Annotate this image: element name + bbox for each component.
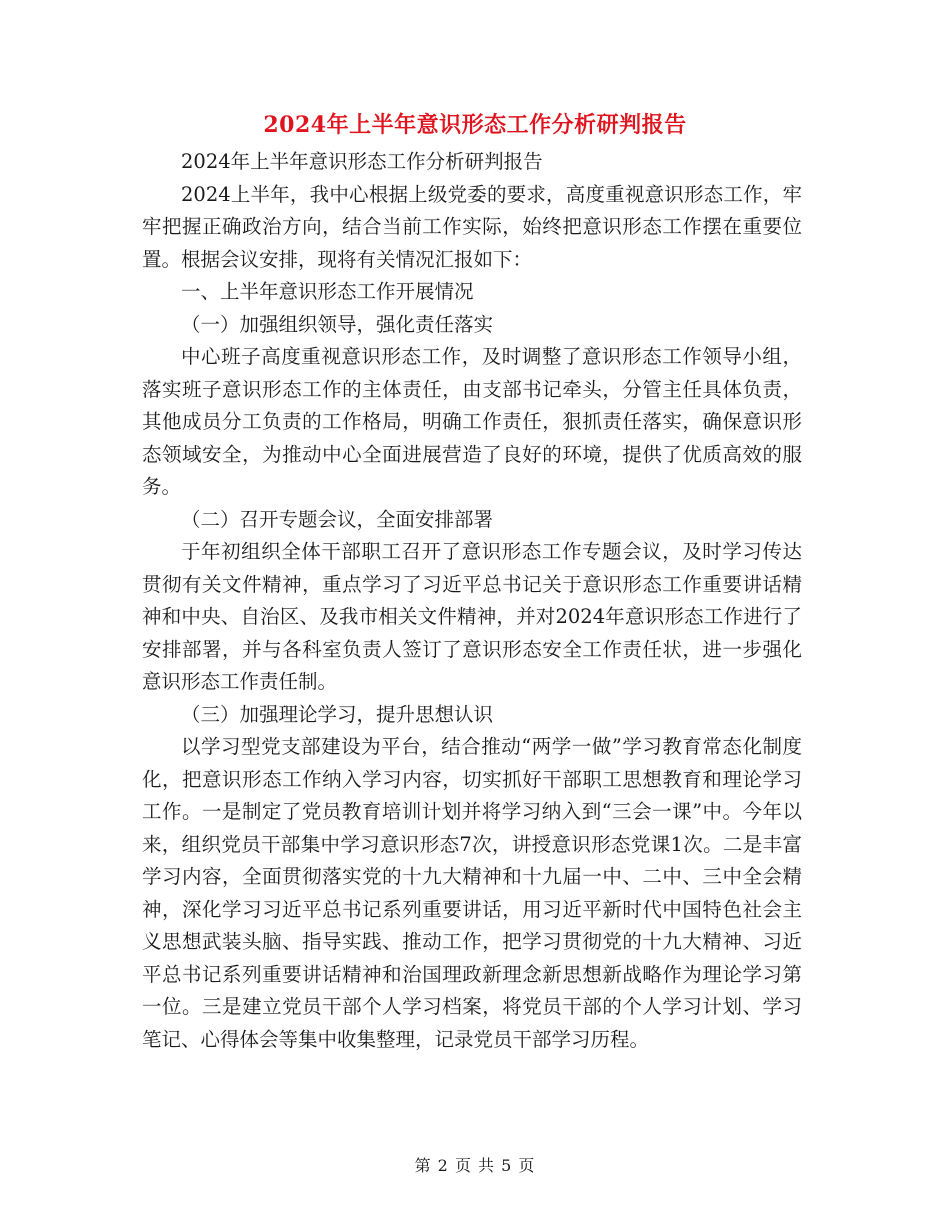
body-paragraph-2: 于年初组织全体干部职工召开了意识形态工作专题会议，及时学习传达贯彻有关文件精神，重点学习了习近平总书记关于意识形态工作重要讲话精神和中央、自治区、及我市相关文件精神，并对2024年意识形态工作进行了安排部署，并与各科室负责人签订了意识形态安全工作责任状，进一步强化意识形态工作责任制。 <box>142 540 802 693</box>
subsection-heading-1: （一）加强组织领导，强化责任落实 <box>181 312 494 336</box>
section-heading: 一、上半年意识形态工作开展情况 <box>181 280 474 303</box>
document-body <box>142 146 802 1056</box>
intro-paragraph: 2024上半年，我中心根据上级党委的要求，高度重视意识形态工作，牢牢把握正确政治方向，结合当前工作实际，始终把意识形态工作摆在重要位置。根据会议安排，现将有关情况汇报如下： <box>142 182 802 271</box>
document-title: 2024年上半年意识形态工作分析研判报告 <box>263 112 687 138</box>
subsection-heading-3: （三）加强理论学习，提升思想认识 <box>181 702 494 726</box>
body-paragraph-3: 以学习型党支部建设为平台，结合推动“两学一做”学习教育常态化制度化，把意识形态工作纳入学习内容，切实抓好干部职工思想教育和理论学习工作。一是制定了党员教育培训计划并将学习纳入到“三会一课”中。今年以来，组织党员干部集中学习意识形态7次，讲授意识形态党课1次。二是丰富学习内容，全面贯彻落实党的十九大精神和十九届一中、二中、三中全会精神，深化学习习近平总书记系列重要讲话，用习近平新时代中国特色社会主义思想武装头脑、指导实践、推动工作，把学习贯彻党的十九大精神、习近平总书记系列重要讲话精神和治国理政新理念新思想新战略作为理论学习第一位。三是建立党员干部个人学习档案，将党员干部的个人学习计划、学习笔记、心得体会等集中收集整理，记录党员干部学习历程。 <box>142 735 802 1051</box>
subtitle-paragraph: 2024年上半年意识形态工作分析研判报告 <box>181 150 543 173</box>
page-number-footer: 第 2 页 共 5 页 <box>414 1156 536 1175</box>
subsection-heading-2: （二）召开专题会议，全面安排部署 <box>181 507 494 531</box>
body-paragraph-1: 中心班子高度重视意识形态工作，及时调整了意识形态工作领导小组，落实班子意识形态工作的主体责任，由支部书记牵头，分管主任具体负责，其他成员分工负责的工作格局，明确工作责任，狠抓责任落实，确保意识形态领域安全，为推动中心全面进展营造了良好的环境，提供了优质高效的服务。 <box>142 345 802 498</box>
